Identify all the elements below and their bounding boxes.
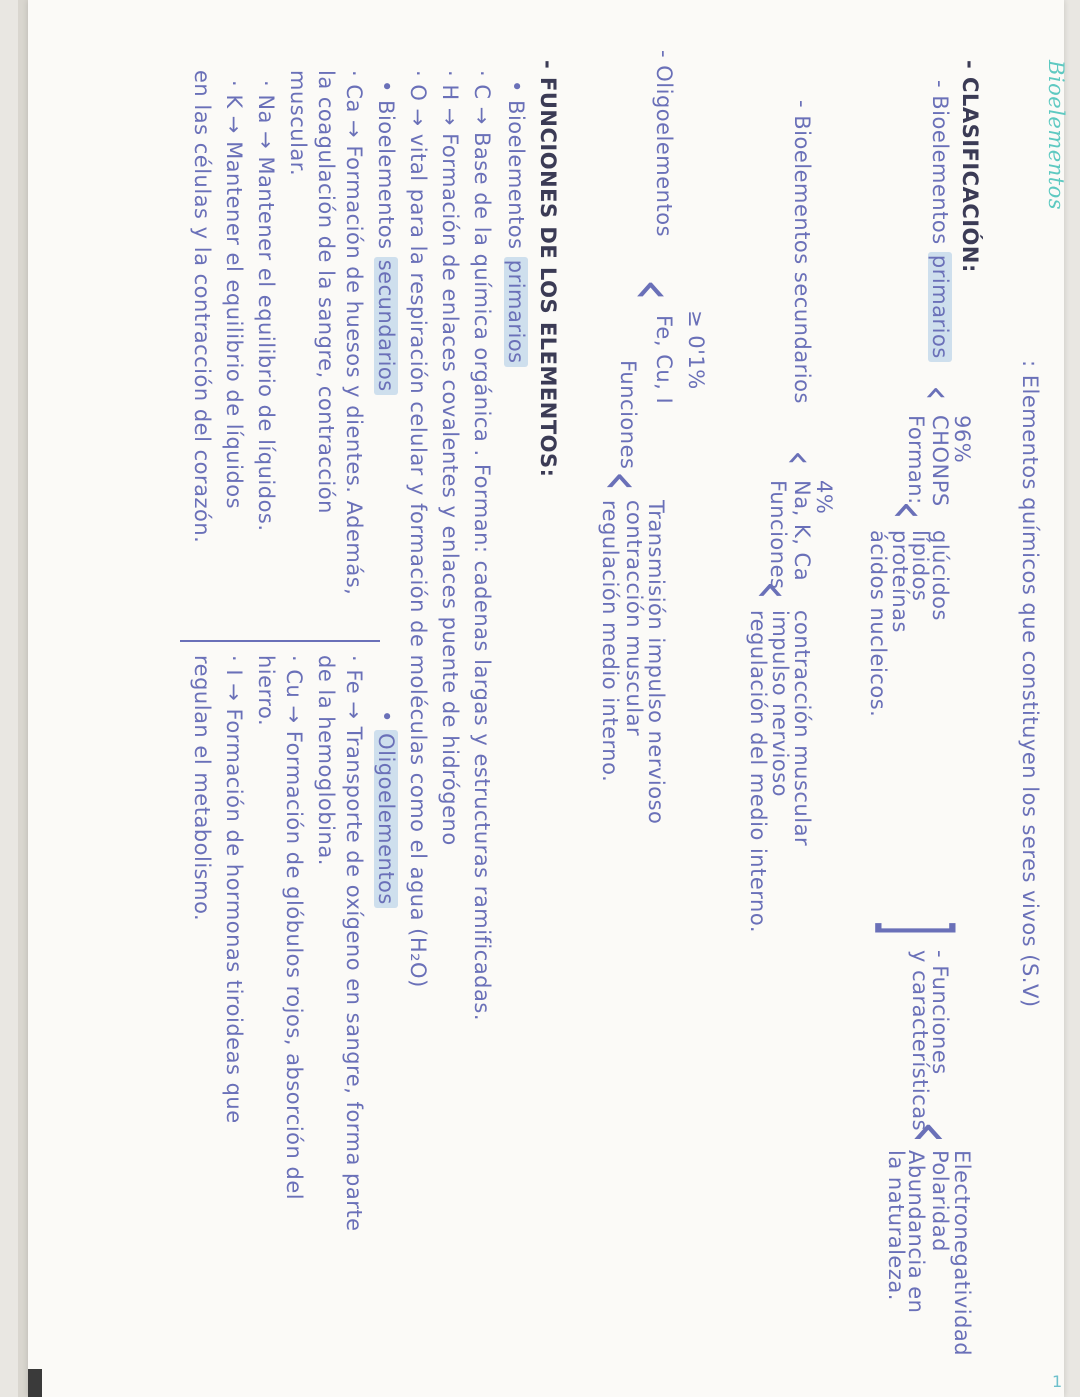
secundarios-funciones: Funciones — [766, 480, 790, 590]
funcion-potasio-2: en las células y la contracción del corazón. — [190, 70, 214, 544]
title-definition: : Elementos químicos que constituyen los seres vivos (S.V) — [1018, 360, 1042, 1008]
molecule-lipidos: lípidos — [908, 530, 932, 602]
funcion-oxigeno: · O → vital para la respiración celular y formación de moléculas como el agua (H₂O) — [406, 70, 430, 988]
page-edge — [18, 0, 28, 1397]
oligoelementos-label: - Oligoelementos — [652, 50, 676, 238]
secundarios-item-2: impulso nervioso — [768, 610, 792, 797]
caracteristicas-label-2: y características — [908, 950, 932, 1132]
caracteristica-abundancia-1: Abundancia en — [904, 1150, 928, 1314]
funcion-hierro-1: · Fe → Transporte de oxígeno en sangre, forma parte — [342, 655, 366, 1232]
funcion-calcio-2: la coagulación de la sangre, contracción — [314, 70, 338, 514]
caracteristica-electronegatividad: Electronegatividad — [950, 1150, 974, 1357]
funcion-calcio-3: muscular. — [286, 70, 310, 177]
secundarios-item-3: regulación del medio interno. — [746, 610, 770, 933]
brace-oligo-funciones: ‹ — [589, 470, 654, 493]
funciones-oligo-label: • Oligoelementos — [374, 710, 398, 908]
funciones-secundarios-label: • Bioelementos secundarios — [374, 80, 398, 395]
caracteristica-abundancia-2: la naturaleza. — [884, 1150, 908, 1301]
funcion-potasio-1: · K → Mantener el equilibrio de líquidos — [222, 80, 246, 510]
secundarios-label: - Bioelementos secundarios — [790, 100, 814, 404]
brace-molecules: ‹ — [878, 500, 938, 521]
primarios-percent: 96% — [950, 415, 974, 464]
brace-secundarios-funciones: ‹ — [742, 580, 802, 601]
primarios-label: - Bioelementos primarios — [928, 80, 952, 362]
caracteristica-polaridad: Polaridad — [928, 1150, 952, 1252]
funcion-calcio-1: · Ca → Formación de huesos y dientes. Además, — [342, 70, 366, 596]
primarios-elements: CHONPS — [928, 415, 952, 507]
column-divider — [180, 640, 380, 642]
bracket-right: ] — [865, 918, 970, 937]
rotated-notes — [30, 30, 1068, 1370]
funcion-hierro-2: de la hemoglobina. — [314, 655, 338, 866]
funcion-yodo-2: regulan el metabolismo. — [190, 655, 214, 922]
funcion-carbono: · C → Base de la química orgánica . Forman: cadenas largas y estructuras ramificadas. — [470, 70, 494, 1021]
page-number: 1 — [1052, 1372, 1063, 1391]
funcion-hidrogeno: · H → Formación de enlaces covalentes y enlaces puente de hidrógeno — [438, 70, 462, 846]
brace-primarios: ‹ — [914, 385, 960, 401]
corner-mark — [28, 1369, 42, 1397]
primarios-forman: Forman: — [904, 415, 928, 505]
clasificacion-heading: - CLASIFICACIÓN: — [958, 60, 982, 273]
brace-secundarios: ‹ — [776, 450, 822, 466]
page-title: Bioelementos — [1044, 60, 1068, 211]
funcion-yodo-1: · I → Formación de hormonas tiroideas que — [222, 655, 246, 1124]
oligo-percent: ≥ 0'1% — [684, 310, 708, 390]
funcion-sodio: · Na → Mantener el equilibrio de líquidos. — [254, 80, 278, 532]
funciones-heading: - FUNCIONES DE LOS ELEMENTOS: — [536, 60, 560, 478]
secundarios-elements: Na, K, Ca — [790, 480, 814, 582]
funciones-primarios-label: • Bioelementos primarios — [504, 80, 528, 367]
caracteristicas-label-1: - Funciones — [928, 950, 952, 1075]
oligo-item-3: regulación medio interno. — [598, 500, 622, 783]
molecule-acidos: ácidos nucleicos. — [866, 530, 890, 718]
secundarios-item-1: contracción muscular — [790, 610, 814, 847]
oligo-item-1: Transmisión impulso nervioso — [644, 500, 668, 825]
secundarios-percent: 4% — [812, 480, 836, 515]
molecule-proteinas: proteínas — [888, 530, 912, 633]
brace-oligo: ‹ — [618, 278, 688, 302]
funcion-cobre-2: hierro. — [254, 655, 278, 727]
oligo-elements: Fe, Cu, I — [652, 315, 676, 405]
funcion-cobre-1: · Cu → Formación de glóbulos rojos, absorción del — [282, 655, 306, 1201]
molecule-glucidos: glúcidos — [928, 530, 952, 621]
brace-caracteristicas: ‹ — [895, 1120, 968, 1145]
oligo-item-2: contracción muscular — [622, 500, 646, 737]
oligo-funciones: Funciones — [616, 360, 640, 470]
